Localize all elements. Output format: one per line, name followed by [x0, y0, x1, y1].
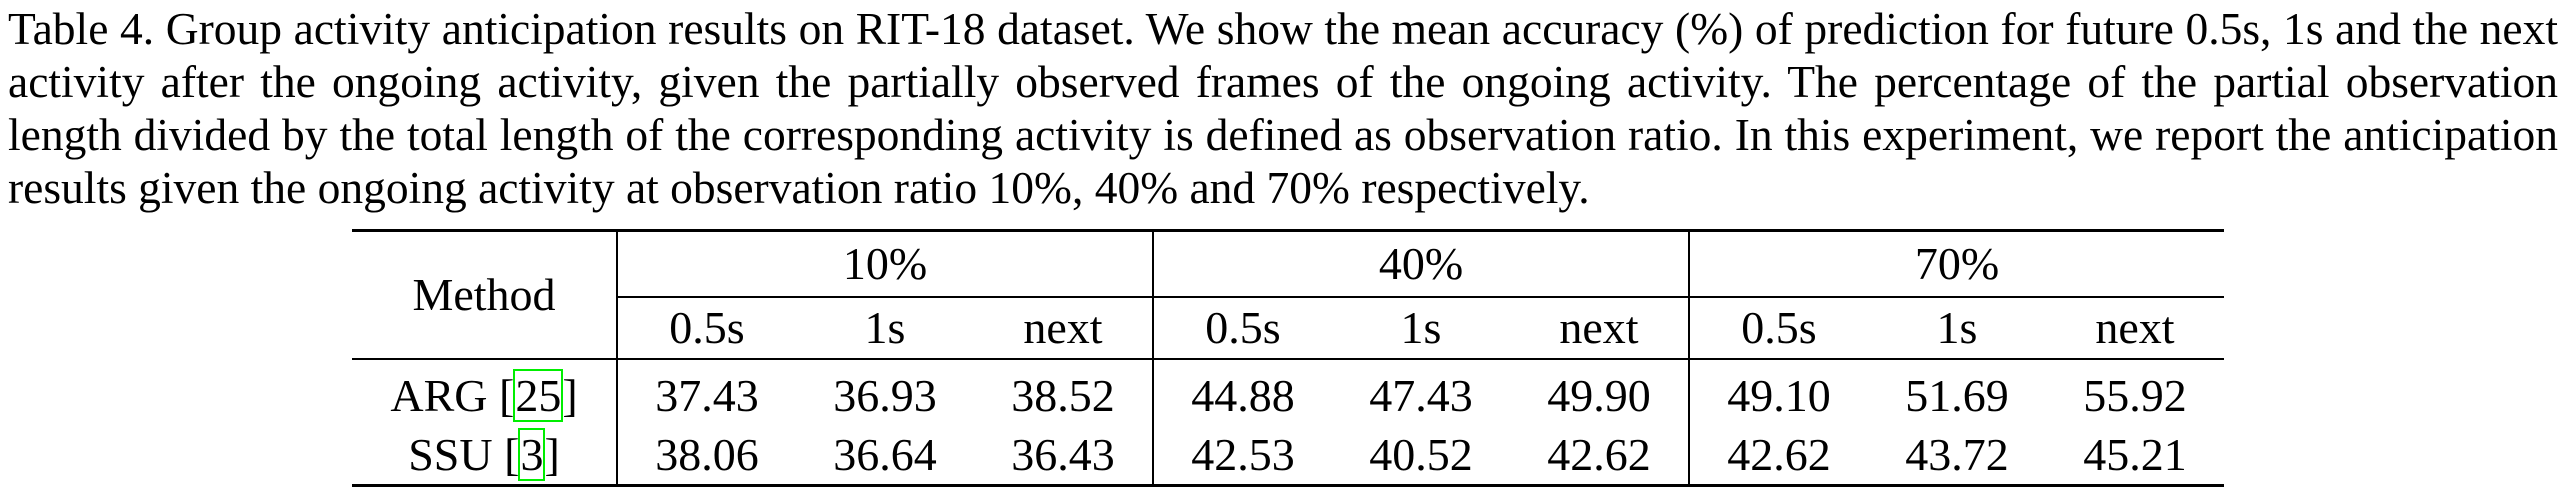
group-header-40: 40%: [1153, 231, 1689, 298]
subheader-cell: next: [1510, 297, 1689, 359]
subheader-cell: 1s: [1332, 297, 1510, 359]
subheader-cell: 0.5s: [1689, 297, 1868, 359]
subheader-cell: 0.5s: [617, 297, 796, 359]
table-header-row-groups: [352, 231, 2224, 298]
method-name: ARG: [390, 370, 488, 421]
group-header-10: 10%: [617, 231, 1153, 298]
value-cell: 51.69: [1868, 359, 2046, 426]
method-header: Method: [412, 269, 556, 320]
method-cell: SSU [3]: [408, 429, 560, 480]
value-cell: 49.10: [1689, 359, 1868, 426]
table-row: [352, 426, 2224, 486]
table-row: [352, 359, 2224, 426]
results-table: [352, 229, 2224, 487]
subheader-cell: 1s: [1868, 297, 2046, 359]
value-cell: 42.62: [1689, 426, 1868, 486]
table-caption: Table 4. Group activity anticipation results on RIT-18 dataset. We show the mean accuracy (%) of prediction for future 0.5s, 1s and the next activity after the ongoing activity, given the partially observed frames of the ongoing activity. The percentage of the partial observation length divided by the total length of the corresponding activity is defined as observation ratio. In this experiment, we report the anticipation results given the ongoing activity at observation ratio 10%, 40% and 70% respectively.: [8, 3, 2558, 213]
subheader-cell: 0.5s: [1153, 297, 1332, 359]
value-cell: 36.43: [1011, 429, 1115, 480]
value-cell: 37.43: [617, 359, 796, 426]
value-cell: 42.62: [1547, 429, 1651, 480]
subheader-cell: 1s: [796, 297, 974, 359]
citation-link[interactable]: 3: [520, 429, 544, 480]
value-cell: 45.21: [2083, 429, 2187, 480]
group-header-70: 70%: [1689, 231, 2224, 298]
value-cell: 42.53: [1153, 426, 1332, 486]
citation-link[interactable]: 25: [515, 370, 562, 421]
method-name: SSU: [408, 429, 493, 480]
value-cell: 38.06: [617, 426, 796, 486]
results-table-container: [352, 229, 2224, 487]
method-cell: ARG [25]: [352, 359, 617, 426]
value-cell: 43.72: [1905, 429, 2009, 480]
subheader-cell: next: [2046, 297, 2224, 359]
value-cell: 38.52: [974, 359, 1153, 426]
value-cell: 40.52: [1369, 429, 1473, 480]
value-cell: 47.43: [1332, 359, 1510, 426]
table-header-row-horizons: [352, 297, 2224, 359]
value-cell: 49.90: [1510, 359, 1689, 426]
subheader-cell: next: [974, 297, 1153, 359]
value-cell: 44.88: [1153, 359, 1332, 426]
value-cell: 36.93: [796, 359, 974, 426]
value-cell: 55.92: [2046, 359, 2224, 426]
value-cell: 36.64: [833, 429, 937, 480]
